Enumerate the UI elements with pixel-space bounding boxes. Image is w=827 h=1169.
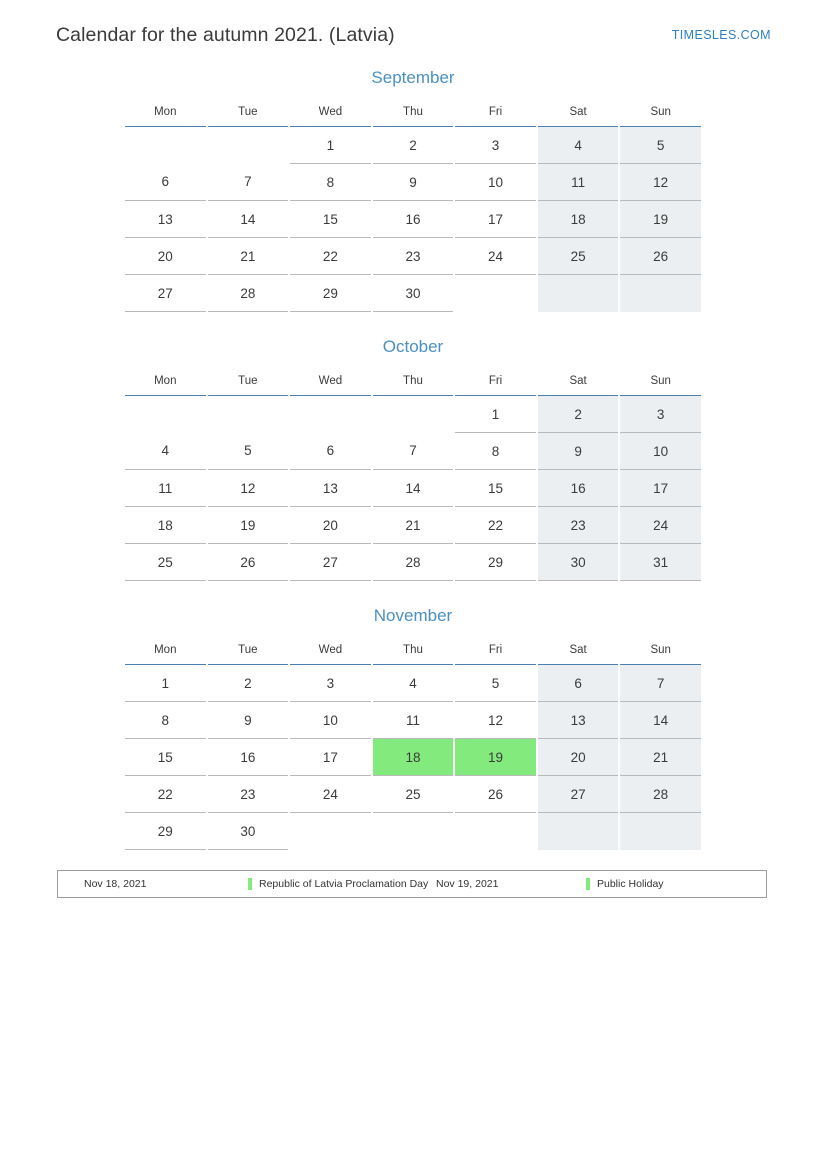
weekday-header-tue: Tue	[207, 640, 290, 665]
weekday-header-thu: Thu	[372, 102, 455, 127]
calendar-day-cell[interactable]: 14	[207, 201, 290, 238]
calendar-cell-empty	[372, 396, 455, 433]
calendar-day-cell[interactable]: 4	[537, 127, 620, 164]
calendar-day-cell[interactable]: 24	[454, 238, 537, 275]
calendar-day-cell[interactable]: 16	[207, 739, 290, 776]
weekday-header-wed: Wed	[289, 371, 372, 396]
calendar-day-cell[interactable]: 22	[289, 238, 372, 275]
calendar-day-cell[interactable]: 26	[454, 776, 537, 813]
calendar-week-row	[124, 702, 702, 739]
calendar-day-cell[interactable]: 18	[372, 739, 455, 776]
weekday-header-sun: Sun	[619, 640, 702, 665]
calendar-day-cell[interactable]: 26	[619, 238, 702, 275]
calendar-day-cell[interactable]: 18	[124, 507, 207, 544]
calendar-day-cell[interactable]: 28	[372, 544, 455, 581]
calendar-day-cell[interactable]: 24	[289, 776, 372, 813]
page-header	[56, 18, 771, 52]
calendar-day-cell[interactable]: 7	[207, 164, 290, 201]
calendar-cell-empty	[289, 396, 372, 433]
calendar-day-cell[interactable]: 7	[372, 433, 455, 470]
calendar-day-cell[interactable]: 3	[454, 127, 537, 164]
calendar-cell-empty	[289, 813, 372, 850]
calendar-day-cell[interactable]: 11	[372, 702, 455, 739]
calendar-day-cell[interactable]: 18	[537, 201, 620, 238]
calendar-day-cell[interactable]: 11	[124, 470, 207, 507]
calendar-table-november	[123, 640, 703, 850]
calendar-day-cell[interactable]: 3	[289, 665, 372, 702]
calendar-week-row	[124, 507, 702, 544]
calendar-day-cell[interactable]: 20	[537, 739, 620, 776]
weekday-header-row	[124, 640, 702, 665]
calendar-week-row	[124, 776, 702, 813]
calendar-day-cell[interactable]: 17	[289, 739, 372, 776]
calendar-body	[124, 396, 702, 581]
calendar-cell-empty	[207, 127, 290, 164]
calendar-day-cell[interactable]: 23	[372, 238, 455, 275]
calendar-day-cell[interactable]: 24	[619, 507, 702, 544]
calendar-day-cell[interactable]: 8	[124, 702, 207, 739]
weekday-header-sat: Sat	[537, 102, 620, 127]
weekday-header-sun: Sun	[619, 371, 702, 396]
weekday-header-mon: Mon	[124, 640, 207, 665]
calendar-cell-empty	[619, 813, 702, 850]
weekday-header-sat: Sat	[537, 640, 620, 665]
calendar-day-cell[interactable]: 8	[289, 164, 372, 201]
calendar-day-cell[interactable]: 17	[619, 470, 702, 507]
calendar-cell-empty	[372, 813, 455, 850]
calendar-day-cell[interactable]: 16	[372, 201, 455, 238]
weekday-header-fri: Fri	[454, 102, 537, 127]
calendar-day-cell[interactable]: 10	[289, 702, 372, 739]
legend-entry-1	[58, 878, 428, 890]
calendar-day-cell[interactable]: 28	[207, 275, 290, 312]
calendar-cell-empty	[454, 275, 537, 312]
calendar-cell-empty	[619, 275, 702, 312]
weekday-header-tue: Tue	[207, 371, 290, 396]
calendar-day-cell[interactable]: 20	[289, 507, 372, 544]
calendar-day-cell[interactable]: 27	[537, 776, 620, 813]
calendar-day-cell[interactable]: 30	[207, 813, 290, 850]
calendar-day-cell[interactable]: 21	[372, 507, 455, 544]
calendar-day-cell[interactable]: 6	[289, 433, 372, 470]
legend-color-swatch-icon	[586, 878, 590, 890]
legend-entry-2	[436, 878, 766, 890]
legend-text: Republic of Latvia Proclamation Day	[259, 878, 429, 890]
weekday-header-wed: Wed	[289, 640, 372, 665]
calendar-day-cell[interactable]: 15	[454, 470, 537, 507]
calendar-day-cell[interactable]: 2	[372, 127, 455, 164]
month-block-october	[123, 337, 703, 581]
weekday-header-thu: Thu	[372, 371, 455, 396]
calendar-day-cell[interactable]: 14	[619, 702, 702, 739]
calendar-day-cell[interactable]: 12	[454, 702, 537, 739]
calendar-week-row	[124, 275, 702, 312]
weekday-header-fri: Fri	[454, 371, 537, 396]
calendar-day-cell[interactable]: 10	[619, 433, 702, 470]
calendar-day-cell[interactable]: 23	[207, 776, 290, 813]
calendar-day-cell[interactable]: 3	[619, 396, 702, 433]
calendar-day-cell[interactable]: 9	[207, 702, 290, 739]
calendar-day-cell[interactable]: 22	[454, 507, 537, 544]
calendar-day-cell[interactable]: 12	[619, 164, 702, 201]
calendar-day-cell[interactable]: 19	[454, 739, 537, 776]
calendar-cell-empty	[454, 813, 537, 850]
calendar-day-cell[interactable]: 14	[372, 470, 455, 507]
calendar-day-cell[interactable]: 9	[372, 164, 455, 201]
calendar-day-cell[interactable]: 29	[454, 544, 537, 581]
month-title: September	[371, 68, 455, 87]
calendar-day-cell[interactable]: 15	[289, 201, 372, 238]
calendar-cell-empty	[537, 275, 620, 312]
calendar-day-cell[interactable]: 4	[124, 433, 207, 470]
legend-color-swatch-icon	[248, 878, 252, 890]
weekday-header-row	[124, 371, 702, 396]
brand-link[interactable]: TIMESLES.COM	[671, 28, 771, 42]
month-block-september	[123, 68, 703, 312]
calendar-day-cell[interactable]: 25	[537, 238, 620, 275]
calendar-day-cell[interactable]: 7	[619, 665, 702, 702]
calendar-week-row	[124, 396, 702, 433]
calendar-cell-empty	[207, 396, 290, 433]
month-title: October	[382, 337, 444, 356]
calendar-day-cell[interactable]: 17	[454, 201, 537, 238]
calendar-week-row	[124, 544, 702, 581]
calendar-week-row	[124, 665, 702, 702]
calendar-day-cell[interactable]: 21	[619, 739, 702, 776]
legend-bar	[57, 870, 767, 898]
calendar-week-row	[124, 164, 702, 201]
calendar-day-cell[interactable]: 11	[537, 164, 620, 201]
month-block-november	[123, 606, 703, 850]
calendar-week-row	[124, 201, 702, 238]
calendar-day-cell[interactable]: 1	[124, 665, 207, 702]
calendar-week-row	[124, 470, 702, 507]
page-title: Calendar for the autumn 2021. (Latvia)	[56, 23, 395, 46]
calendar-day-cell[interactable]: 19	[619, 201, 702, 238]
calendar-day-cell[interactable]: 12	[207, 470, 290, 507]
calendar-week-row	[124, 433, 702, 470]
weekday-header-wed: Wed	[289, 102, 372, 127]
calendar-table-october	[123, 371, 703, 581]
calendar-week-row	[124, 127, 702, 164]
legend-date: Nov 18, 2021	[84, 878, 147, 890]
calendar-day-cell[interactable]: 16	[537, 470, 620, 507]
weekday-header-mon: Mon	[124, 102, 207, 127]
month-title: November	[373, 606, 453, 625]
calendar-cell-empty	[124, 127, 207, 164]
weekday-header-mon: Mon	[124, 371, 207, 396]
calendar-day-cell[interactable]: 4	[372, 665, 455, 702]
calendar-day-cell[interactable]: 25	[124, 544, 207, 581]
calendar-day-cell[interactable]: 10	[454, 164, 537, 201]
calendar-body	[124, 665, 702, 850]
calendar-day-cell[interactable]: 15	[124, 739, 207, 776]
calendar-day-cell[interactable]: 23	[537, 507, 620, 544]
weekday-header-sun: Sun	[619, 102, 702, 127]
calendar-day-cell[interactable]: 2	[207, 665, 290, 702]
legend-date: Nov 19, 2021	[436, 878, 499, 890]
calendar-day-cell[interactable]: 27	[124, 275, 207, 312]
calendar-day-cell[interactable]: 8	[454, 433, 537, 470]
calendar-day-cell[interactable]: 20	[124, 238, 207, 275]
calendar-day-cell[interactable]: 26	[207, 544, 290, 581]
calendar-body	[124, 127, 702, 312]
weekday-header-thu: Thu	[372, 640, 455, 665]
calendar-day-cell[interactable]: 5	[454, 665, 537, 702]
calendar-cell-empty	[537, 813, 620, 850]
calendar-table-september	[123, 102, 703, 312]
calendar-day-cell[interactable]: 9	[537, 433, 620, 470]
calendar-day-cell[interactable]: 13	[124, 201, 207, 238]
calendar-day-cell[interactable]: 30	[537, 544, 620, 581]
weekday-header-fri: Fri	[454, 640, 537, 665]
calendar-day-cell[interactable]: 5	[207, 433, 290, 470]
calendar-day-cell[interactable]: 5	[619, 127, 702, 164]
calendar-day-cell[interactable]: 2	[537, 396, 620, 433]
calendar-day-cell[interactable]: 28	[619, 776, 702, 813]
weekday-header-sat: Sat	[537, 371, 620, 396]
calendar-day-cell[interactable]: 6	[537, 665, 620, 702]
calendar-cell-empty	[124, 396, 207, 433]
calendar-day-cell[interactable]: 29	[289, 275, 372, 312]
calendar-day-cell[interactable]: 30	[372, 275, 455, 312]
calendar-day-cell[interactable]: 6	[124, 164, 207, 201]
calendar-week-row	[124, 739, 702, 776]
calendar-day-cell[interactable]: 29	[124, 813, 207, 850]
calendar-day-cell[interactable]: 1	[289, 127, 372, 164]
legend-text: Public Holiday	[597, 878, 664, 890]
calendar-day-cell[interactable]: 25	[372, 776, 455, 813]
calendar-day-cell[interactable]: 1	[454, 396, 537, 433]
calendar-day-cell[interactable]: 21	[207, 238, 290, 275]
calendar-day-cell[interactable]: 22	[124, 776, 207, 813]
calendar-day-cell[interactable]: 19	[207, 507, 290, 544]
calendar-day-cell[interactable]: 31	[619, 544, 702, 581]
calendar-day-cell[interactable]: 13	[537, 702, 620, 739]
calendar-day-cell[interactable]: 27	[289, 544, 372, 581]
calendar-day-cell[interactable]: 13	[289, 470, 372, 507]
weekday-header-tue: Tue	[207, 102, 290, 127]
calendar-week-row	[124, 238, 702, 275]
calendar-week-row	[124, 813, 702, 850]
weekday-header-row	[124, 102, 702, 127]
